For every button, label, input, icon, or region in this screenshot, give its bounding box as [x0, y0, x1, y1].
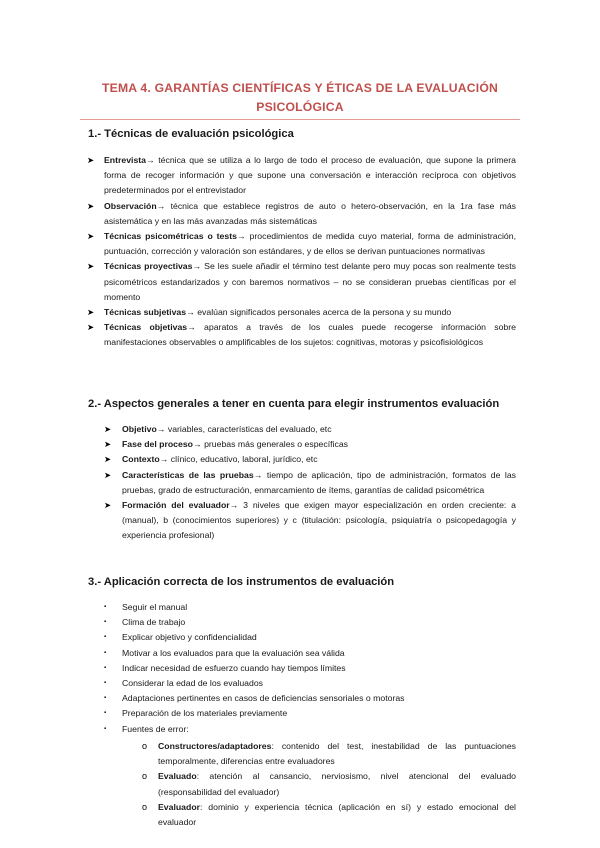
- item-text: evalúan significados personales acerca de la persona y su mundo: [194, 307, 452, 318]
- arrowhead-bullet-icon: ➤: [87, 307, 95, 318]
- item-text: técnica que se utiliza a lo largo de todo el proceso de evaluación, que supone la primera forma de recoger información y que supone una conversación e interacción recíproca con objetivos predeterminados por el entrevistador: [104, 155, 516, 196]
- list-item: [104, 646, 516, 661]
- square-bullet-icon: ▪: [104, 664, 107, 671]
- list-item: [87, 259, 516, 305]
- item-text: clínico, educativo, laboral, jurídico, etc: [168, 454, 318, 465]
- list-item: [87, 199, 516, 229]
- item-text: Se les suele añadir el término test delante pero muy pocas son realmente tests psicométricos estandarizados y con baremos normativos – no se consideran pruebas científicas por el momento: [104, 261, 516, 302]
- list-item: [104, 437, 516, 452]
- list-item: [104, 498, 516, 544]
- arrowhead-bullet-icon: ➤: [104, 454, 112, 465]
- square-bullet-icon: ▪: [104, 710, 107, 717]
- arrow-right-icon: →: [186, 307, 195, 318]
- title-underline: [80, 119, 520, 120]
- item-term: Observación: [104, 200, 157, 211]
- section-3-list: [104, 600, 516, 737]
- arrowhead-bullet-icon: ➤: [104, 469, 112, 480]
- list-item: [87, 229, 516, 259]
- arrowhead-bullet-icon: ➤: [87, 261, 95, 272]
- item-term: Técnicas subjetivas: [104, 307, 187, 318]
- arrowhead-bullet-icon: ➤: [87, 231, 95, 242]
- item-text: Seguir el manual: [122, 602, 188, 612]
- sub-list-item: [142, 739, 516, 769]
- list-item: [104, 661, 516, 676]
- square-bullet-icon: ▪: [104, 604, 107, 610]
- list-item: [87, 305, 516, 320]
- arrow-right-icon: →: [229, 500, 239, 511]
- section-2-heading: 2.- Aspectos generales a tener en cuenta para elegir instrumentos evaluación: [88, 398, 500, 410]
- square-bullet-icon: ▪: [104, 619, 107, 626]
- document-title: TEMA 4. GARANTÍAS CIENTÍFICAS Y ÉTICAS DE LA EVALUACIÓN PSICOLÓGICA: [101, 81, 499, 114]
- item-text: Fuentes de error:: [122, 723, 189, 734]
- item-term: Técnicas objetivas: [104, 322, 188, 333]
- list-item: [104, 676, 516, 691]
- section-2-list: [104, 422, 516, 544]
- circle-bullet-icon: o: [142, 741, 148, 751]
- arrowhead-bullet-icon: ➤: [87, 200, 95, 211]
- item-term: Entrevista: [104, 155, 147, 165]
- item-text: 3 niveles que exigen mayor especialización en orden creciente: a (manual), b (conocimientos superiores) y c (titulación: psicología, psiquiatría o psicopedagogía y experiencia profesional): [122, 500, 516, 541]
- item-text: variables, características del evaluado, etc: [165, 424, 332, 434]
- item-text: técnica que establece registros de auto o hetero-observación, en la 1ra fase más asistemática y en las más avanzadas más sistemáticas: [104, 200, 516, 226]
- square-bullet-icon: ▪: [104, 725, 107, 732]
- item-text: Explicar objetivo y confidencialidad: [122, 632, 257, 643]
- list-item: [104, 722, 516, 737]
- arrowhead-bullet-icon: ➤: [87, 155, 95, 165]
- section-1-list: [87, 153, 516, 351]
- arrow-right-icon: →: [236, 231, 246, 242]
- item-term: Objetivo: [122, 424, 157, 434]
- item-text: aparatos a través de los cuales puede recogerse información sobre manifestaciones observables o amplificables de los sujetos: cognitivas, motoras y psicofisiológicos: [104, 322, 516, 348]
- list-item: [104, 706, 516, 721]
- item-term: Evaluador: [158, 801, 201, 812]
- arrow-right-icon: →: [156, 200, 166, 211]
- arrow-right-icon: →: [159, 454, 169, 465]
- item-text: pruebas más generales o específicas: [201, 439, 348, 450]
- list-item: [104, 615, 516, 630]
- list-item: [104, 422, 516, 437]
- list-item: [104, 691, 516, 706]
- item-text: Considerar la edad de los evaluados: [122, 678, 264, 689]
- arrow-right-icon: →: [146, 155, 155, 165]
- error-sources-sublist: [142, 739, 516, 830]
- item-text: Indicar necesidad de esfuerzo cuando hay tiempos límites: [122, 662, 346, 673]
- item-term: Constructores/adaptadores: [158, 741, 272, 751]
- square-bullet-icon: ▪: [104, 680, 107, 687]
- item-text: tiempo de aplicación, tipo de administración, formatos de las pruebas, grado de estructuración, enmarcamiento de ítems, garantías de calidad psicométrica: [122, 469, 516, 495]
- square-bullet-icon: ▪: [104, 634, 107, 641]
- arrow-right-icon: →: [156, 424, 166, 434]
- arrow-right-icon: →: [192, 261, 202, 272]
- item-term: Técnicas proyectivas: [104, 261, 193, 272]
- arrowhead-bullet-icon: ➤: [104, 424, 112, 434]
- item-term: Evaluado: [158, 771, 197, 782]
- item-text: : contenido del test, inestabilidad de las puntuaciones temporalmente, diferencias entre evaluadores: [158, 741, 516, 767]
- arrowhead-bullet-icon: ➤: [104, 500, 112, 511]
- arrow-right-icon: →: [187, 322, 196, 333]
- circle-bullet-icon: o: [142, 771, 148, 782]
- item-term: Técnicas psicométricas o tests: [104, 231, 237, 242]
- item-text: Preparación de los materiales previamente: [122, 708, 288, 719]
- list-item: [87, 153, 516, 199]
- item-term: Formación del evaluador: [122, 500, 230, 511]
- section-1-heading: 1.- Técnicas de evaluación psicológica: [88, 128, 294, 140]
- list-item: [104, 630, 516, 645]
- item-term: Características de las pruebas: [122, 469, 254, 480]
- circle-bullet-icon: o: [142, 801, 148, 812]
- square-bullet-icon: ▪: [104, 695, 107, 702]
- arrow-right-icon: →: [253, 469, 263, 480]
- item-text: Motivar a los evaluados para que la evaluación sea válida: [122, 647, 345, 658]
- section-3-heading: 3.- Aplicación correcta de los instrumentos de evaluación: [88, 576, 395, 588]
- arrow-right-icon: →: [192, 439, 202, 450]
- list-item: [104, 468, 516, 498]
- item-term: Contexto: [122, 454, 160, 465]
- item-text: : atención al cansancio, nerviosismo, nivel atencional del evaluado (responsabilidad del evaluador): [158, 771, 516, 797]
- list-item: [104, 600, 516, 615]
- arrowhead-bullet-icon: ➤: [104, 439, 112, 450]
- sub-list-item: [142, 800, 516, 830]
- item-term: Fase del proceso: [122, 439, 193, 450]
- item-text: procedimientos de medida cuyo material, forma de administración, puntuación, corrección y valoración son estándares, y de ellos se derivan puntuaciones normativas: [104, 231, 516, 257]
- sub-list-item: [142, 769, 516, 799]
- square-bullet-icon: ▪: [104, 649, 107, 656]
- item-text: Adaptaciones pertinentes en casos de deficiencias sensoriales o motoras: [122, 693, 405, 704]
- arrowhead-bullet-icon: ➤: [87, 322, 95, 333]
- list-item: [104, 452, 516, 467]
- item-text: : dominio y experiencia técnica (aplicación en sí) y estado emocional del evaluador: [158, 801, 516, 828]
- list-item: [87, 320, 516, 350]
- item-text: Clima de trabajo: [122, 617, 186, 628]
